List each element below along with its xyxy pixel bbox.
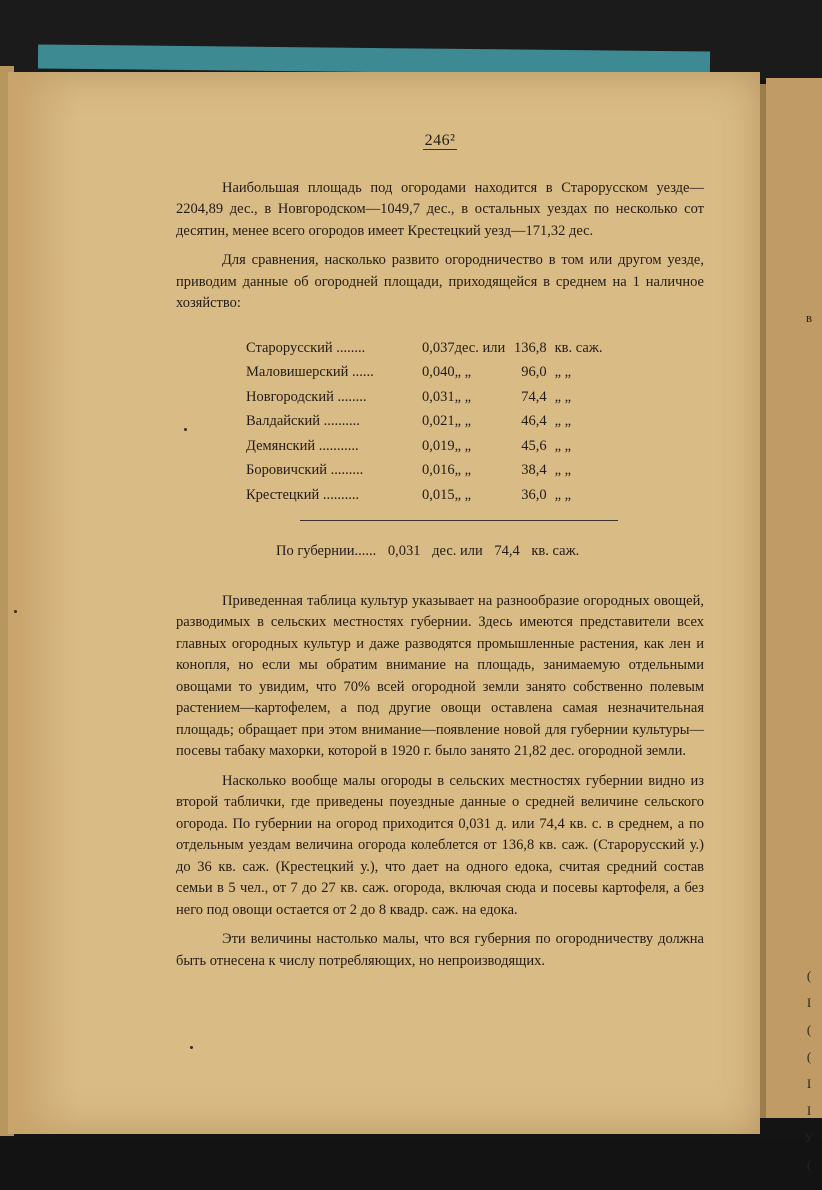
area-desyatinas: 0,021 [422,413,455,429]
district-table [246,335,602,507]
area-sazhens: 38,4 [521,462,547,478]
unit-label: „ „ [554,413,572,429]
unit-label: „ „ [554,388,572,405]
area-sazhens: 74,4 [521,388,547,405]
paragraph: Приведенная таблица культур указывает на разнообразие огородных овощей, разводимых в сельских местностях губернии. Здесь имеются представители всех главных огородных культур и даже разводятся промышленные растения, как лен и конопля, но если мы обратим внимание на площадь, занимаемую отдельными овощами то увидим, что 70% всей огородной земли занято собственно полевым растением—картофелем, а под другие овощи оставлена самая незначительная площадь; обращает при этом внимание—появление новой для губернии культуры—посевы табаку махорки, которой в 1920 г. было занято 21,82 дес. огородной земли. [176,592,704,759]
unit-label: дес. или [432,543,483,559]
district-name: Маловишерский ...... [246,364,374,380]
paragraph: Эти величины настолько малы, что вся губерния по огородничеству должна быть отнесена к числу потребляющих, но непроизводящих. [176,931,704,969]
body-text [176,591,704,973]
district-name: Валдайский .......... [246,413,360,429]
unit-label: „ „ [554,437,572,454]
table-total-row [276,541,704,563]
facing-page-letter: в [805,310,813,325]
district-name: Боровичский ......... [246,462,364,478]
table-row [246,359,602,384]
table-row [246,457,602,482]
page-content [176,130,704,972]
table-row [246,408,602,433]
area-desyatinas: 0,015 [422,486,455,503]
unit-label: дес. или [454,339,506,356]
table-divider [300,520,618,521]
paper-speck [14,610,17,613]
table-row [246,335,602,360]
area-sazhens: 136,8 [514,339,547,356]
unit-label: „ „ [554,486,572,503]
area-desyatinas: 0,016 [422,462,455,478]
total-label: По губернии...... [276,543,377,559]
district-name: Новгородский ........ [246,388,367,405]
district-name: Старорусский ........ [246,339,366,356]
area-sazhens: 46,4 [521,413,547,429]
area-desyatinas: 0,031 [422,388,455,405]
facing-page [766,78,822,1172]
dark-background-bottom [0,1140,822,1190]
district-name: Крестецкий .......... [246,486,360,503]
paragraph: Наибольшая площадь под огородами находится в Старорусском уезде—2204,89 дес., в Новгородском—1049,7 дес., в остальных уездах по несколько сот десятин, менее всего огородов имеет Крестецкий уезд—171,32 дес. [176,179,704,239]
unit-label: „ „ [454,364,472,380]
paper-speck [190,1046,193,1049]
paragraph: Для сравнения, насколько развито огородничество в том или другом уезде, приводим данные об огородней площади, приходящейся в среднем на 1 наличное хозяйство: [176,252,704,311]
unit-label: кв. саж. [554,339,603,356]
unit-label: „ „ [554,364,572,380]
table-row [246,482,602,507]
area-sazhens: 45,6 [521,437,547,454]
unit-label: „ „ [454,388,472,405]
unit-label: „ „ [454,462,472,478]
unit-label: кв. саж. [531,543,580,559]
unit-label: „ „ [454,437,472,454]
unit-label: „ „ [554,462,572,478]
table-row [246,384,602,409]
table-row [246,433,602,458]
unit-label: „ „ [454,486,472,503]
unit-label: „ „ [454,413,472,429]
area-desyatinas: 0,040 [422,364,455,380]
page-shadow-edge [8,72,78,1134]
page-number: 246² [424,132,456,149]
area-sazhens: 96,0 [521,364,547,380]
area-desyatinas: 0,019 [422,437,455,454]
total-desyatinas: 0,031 [387,543,421,559]
district-name: Демянский ........... [246,437,359,454]
area-sazhens: 36,0 [521,486,547,503]
total-sazhens: 74,4 [494,543,520,559]
paragraph: Насколько вообще малы огороды в сельских местностях губернии видно из второй таблички, где приведены поуездные данные о средней величине сельского огорода. По губернии на огород приходится 0,031 д. или 74,4 кв. с. в среднем, а по отдельным уездам величина огорода колеблется от 136,8 кв. саж. (Старорусский у.) до 36 кв. саж. (Крестецкий у.), что дает на одного едока, считая средний состав семьи в 5 чел., от 7 до 27 кв. саж. огорода, включая сюда и посевы картофеля, а без него под овощи остается от 2 до 8 квадр. саж. на едока. [176,772,704,918]
area-desyatinas: 0,037 [422,339,455,356]
facing-page-fragments: ( I ( ( I I У ( [804,968,814,1172]
